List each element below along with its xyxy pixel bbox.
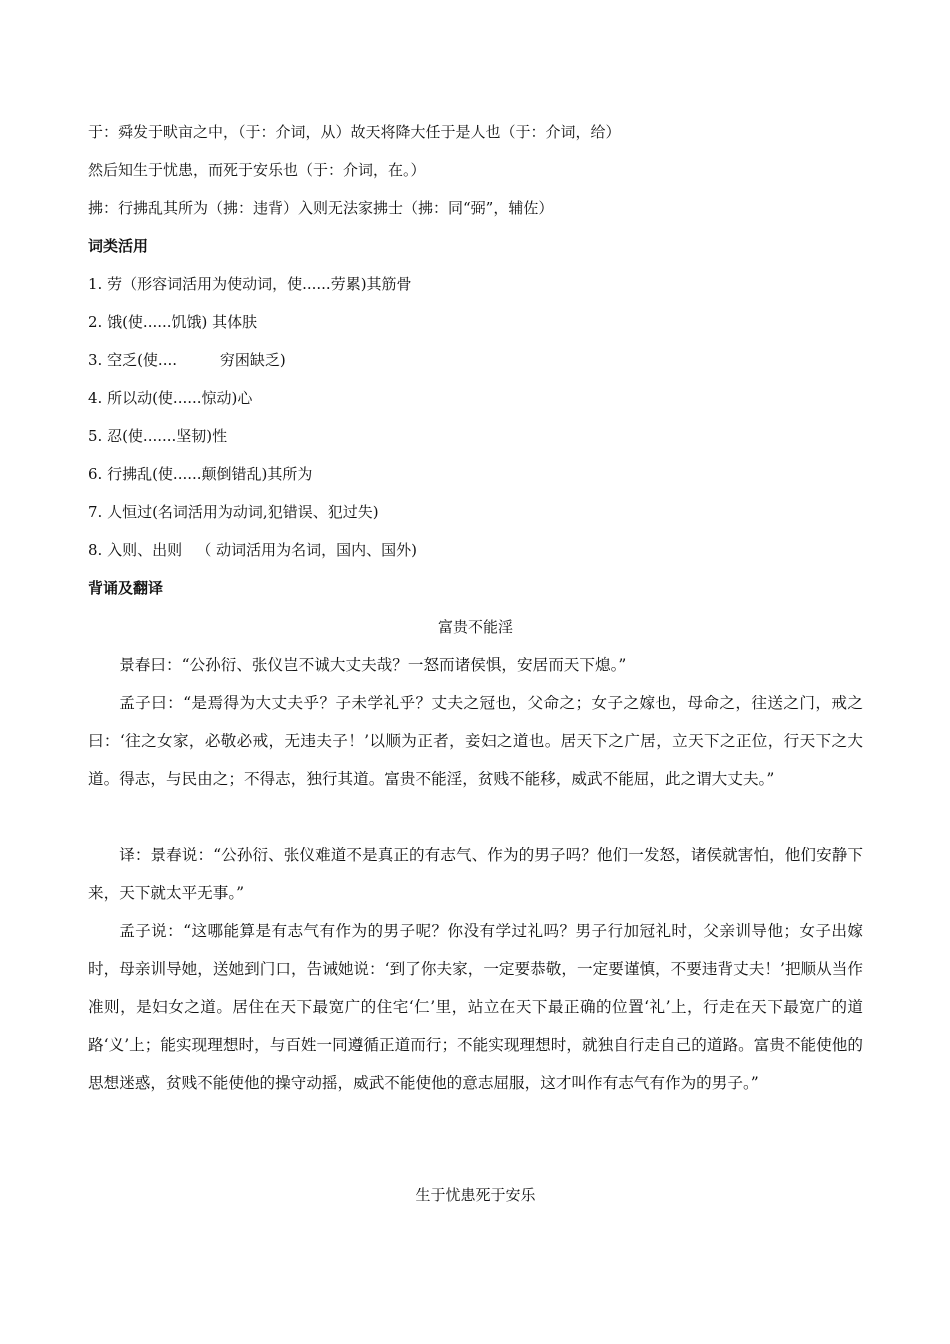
paragraph-translation-mengzi: 孟子说：“这哪能算是有志气有作为的男子呢？你没有学过礼吗？男子行加冠礼时，父亲训导他；女子出嫁时，母亲训导她，送她到门口，告诫她说：‘到了你夫家，一定要恭敬，一定要谨慎，不要违背丈夫！’把顺从当作准则，是妇女之道。居住在天下最宽广的住宅‘仁’里，站立在天下最正确的位置‘礼’上，行走在天下最宽广的道路‘义’上；能实现理想时，与百姓一同遵循正道而行；不能实现理想时，就独自行走自己的道路。富贵不能使他的思想迷惑，贫贱不能使他的操守动摇，威武不能使他的意志屈服，这才叫作有志气有作为的男子。” — [88, 922, 863, 1092]
note-line-yu-2: 然后知生于忧患，而死于安乐也（于：介词，在。） — [88, 161, 426, 179]
paragraph-mengzi: 孟子曰：“是焉得为大丈夫乎？子未学礼乎？丈夫之冠也，父命之；女子之嫁也，母命之，往送之门，戒之曰：‘往之女家，必敬必戒，无违夫子！’以顺为正者，妾妇之道也。居天下之广居，立天下之正位，行天下之大道。得志，与民由之；不得志，独行其道。富贵不能淫，贫贱不能移，威武不能屈，此之谓大丈夫。” — [88, 694, 863, 788]
word-class-item-4: 4. 所以动(使......惊动)心 — [88, 389, 253, 407]
paragraph-translation-jingchun: 译：景春说：“公孙衍、张仪难道不是真正的有志气、作为的男子吗？他们一发怒，诸侯就害怕，他们安静下来，天下就太平无事。” — [88, 846, 863, 902]
word-class-item-6: 6. 行拂乱(使......颠倒错乱)其所为 — [88, 465, 313, 483]
heading-word-class: 词类活用 — [88, 237, 149, 255]
title-shengyu-youhuan: 生于忧患死于安乐 — [415, 1186, 536, 1204]
word-class-item-3: 3. 空乏(使.... 穷困缺乏) — [88, 351, 286, 369]
title-fugui-bunengyin: 富贵不能淫 — [437, 618, 513, 636]
word-class-item-8: 8. 入则、出则 （ 动词活用为名词，国内、国外) — [88, 541, 418, 559]
word-class-item-7: 7. 人恒过(名词活用为动词,犯错误、犯过失) — [88, 503, 379, 521]
heading-recite-translate: 背诵及翻译 — [88, 579, 164, 597]
note-line-fu: 拂：行拂乱其所为（拂：违背）入则无法家拂士（拂：同“弼”，辅佐） — [88, 199, 554, 217]
note-line-yu-1: 于：舜发于畎亩之中，（于：介词，从）故天将降大任于是人也（于：介词，给） — [88, 123, 621, 141]
paragraph-jingchun: 景春曰：“公孙衍、张仪岂不诚大丈夫哉？一怒而诸侯惧，安居而天下熄。” — [119, 656, 627, 674]
word-class-item-2: 2. 饿(使......饥饿) 其体肤 — [88, 313, 258, 331]
word-class-item-5: 5. 忍(使.......坚韧)性 — [88, 427, 228, 445]
word-class-item-1: 1. 劳（形容词活用为使动词，使......劳累)其筋骨 — [88, 275, 412, 293]
